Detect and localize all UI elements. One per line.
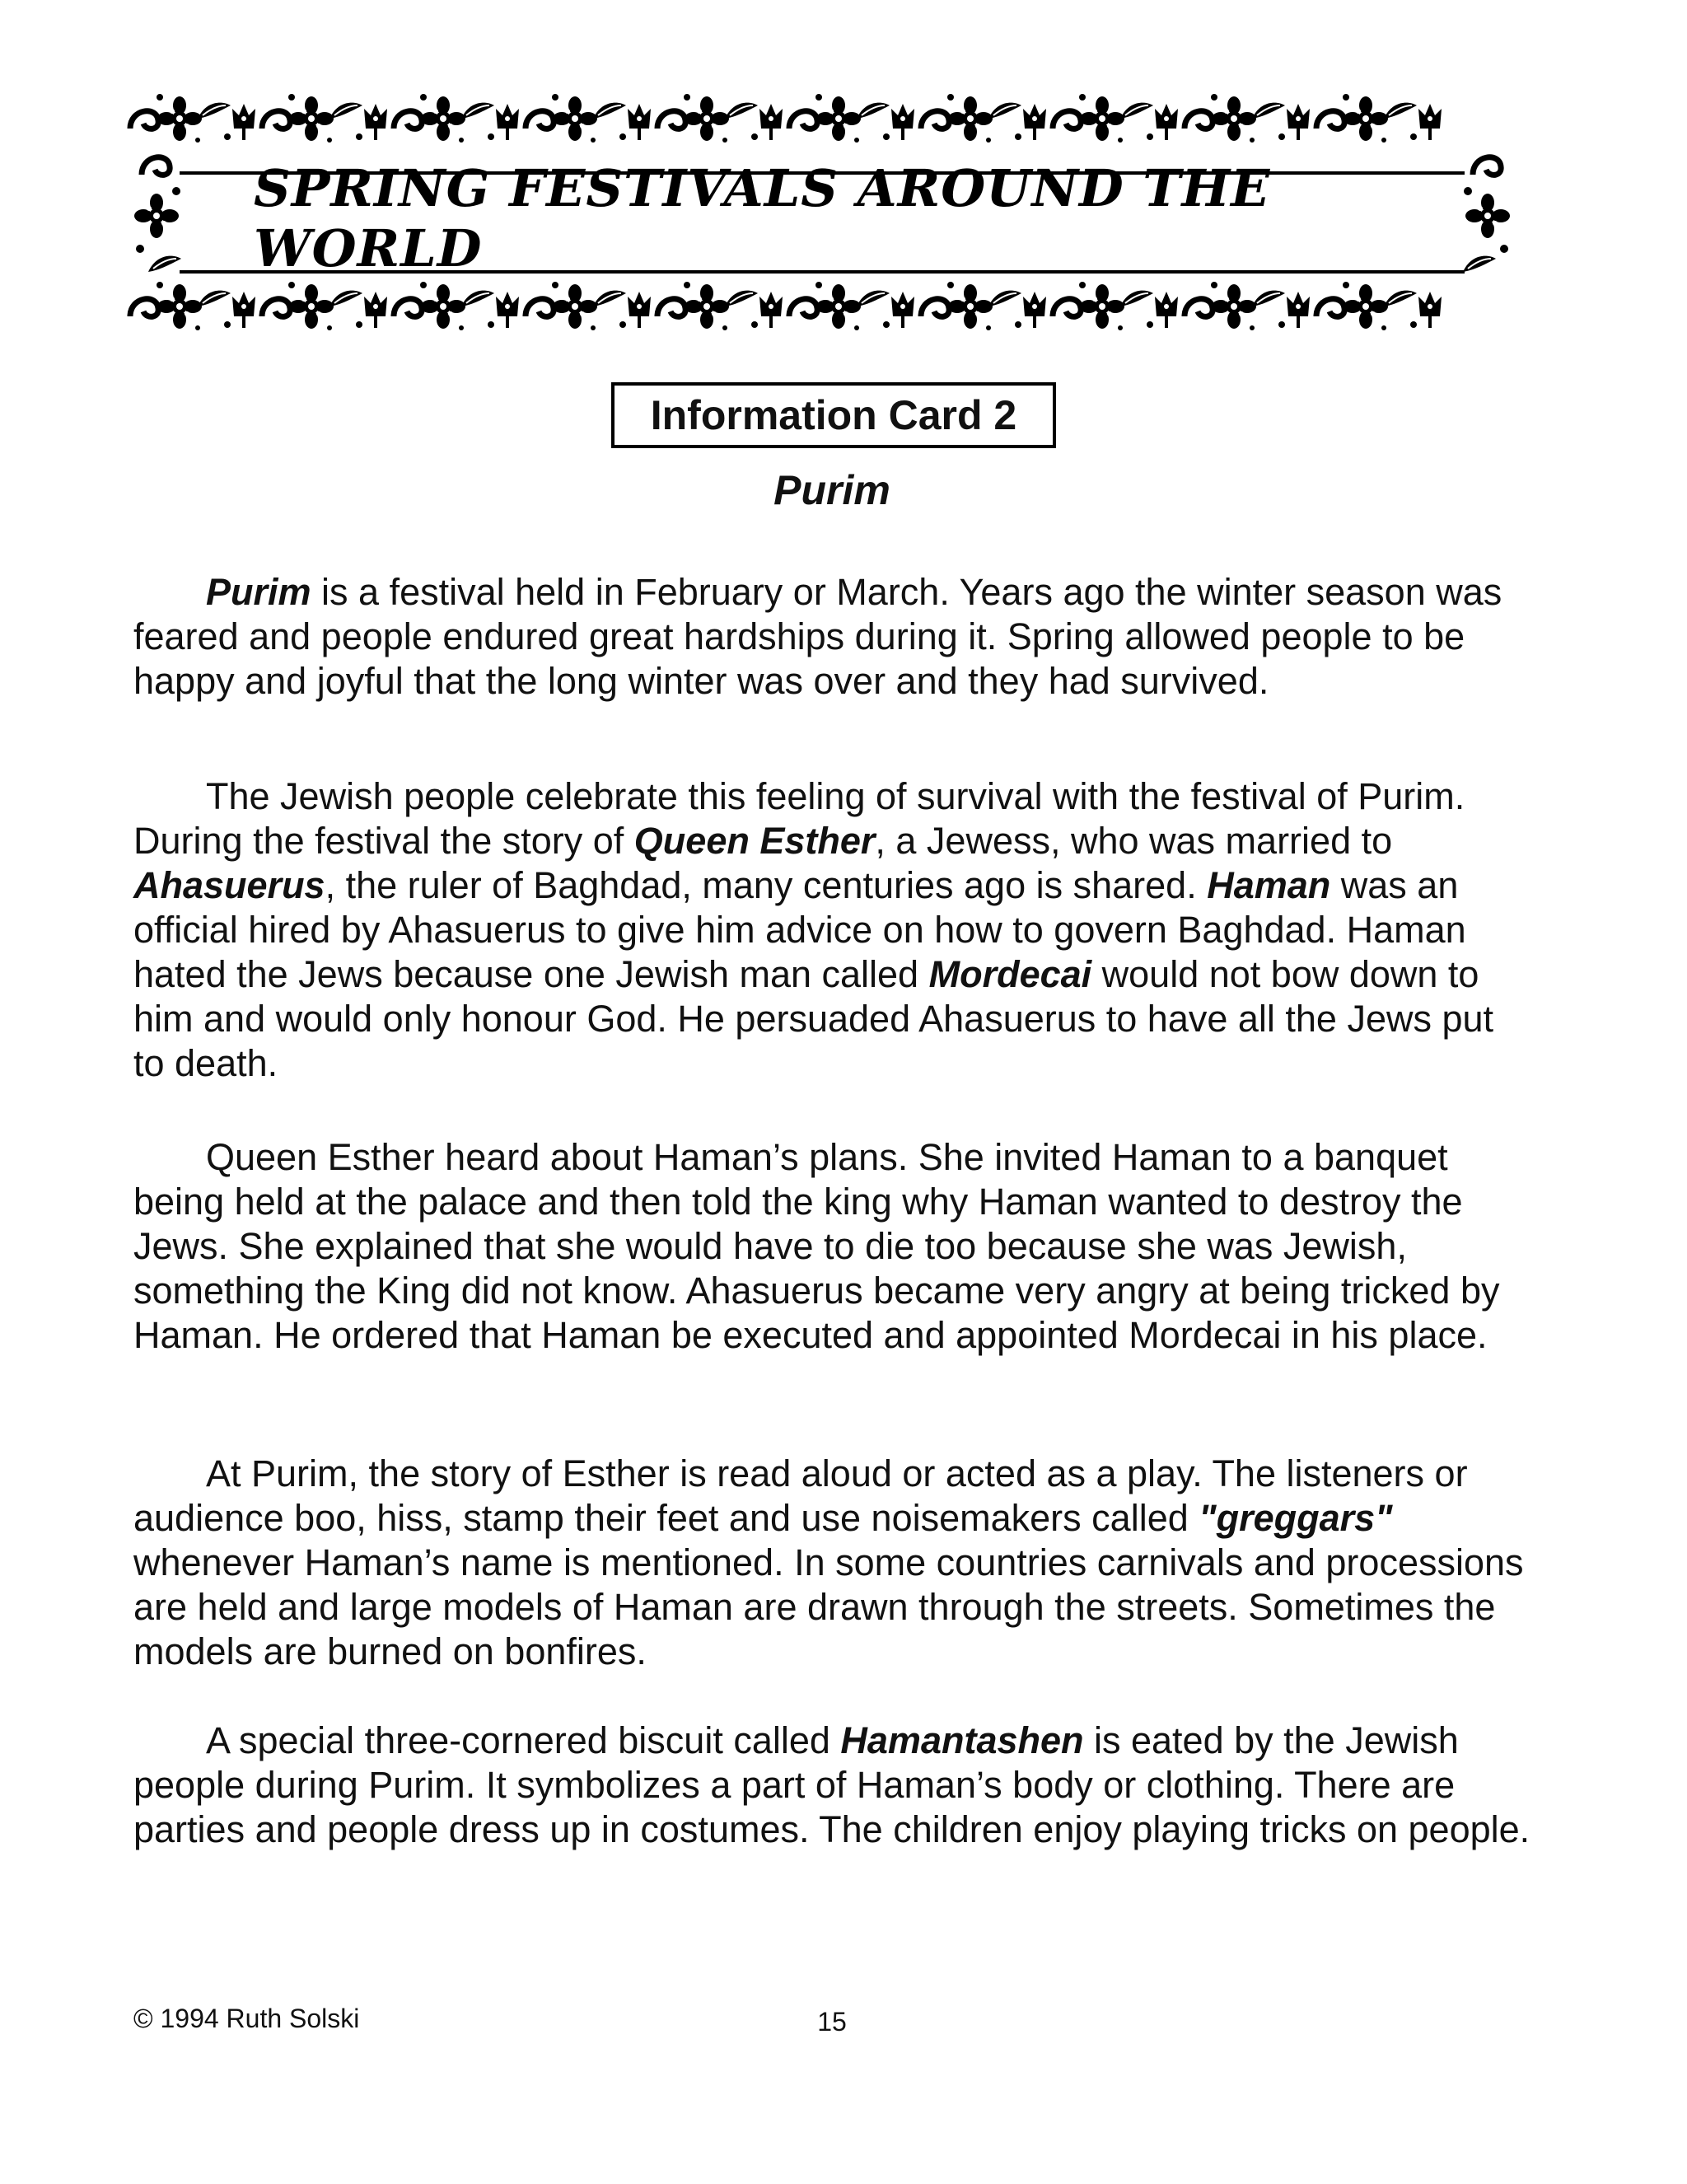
emphasized-term: Ahasuerus xyxy=(133,864,325,906)
paragraph-1 xyxy=(133,570,1534,704)
paragraph-text: would not bow down to him and would only honour God. He persuaded Ahasuerus to have all the Jews put to death. xyxy=(133,953,1494,1084)
page-number: 15 xyxy=(817,2007,847,2037)
paragraph-3 xyxy=(133,1135,1534,1358)
emphasized-term: "greggars" xyxy=(1199,1497,1393,1539)
emphasized-term: Purim xyxy=(206,571,311,613)
information-card-label: Information Card 2 xyxy=(611,382,1056,448)
paragraph-5 xyxy=(133,1719,1534,1852)
paragraph-2 xyxy=(133,774,1534,1086)
paragraph-text: is a festival held in February or March. Years ago the winter season was feared and people endured great hardships during it. Spring allowed people to be happy and joyful that the long winter was over and they had survived. xyxy=(133,571,1502,702)
card-subtitle: Purim xyxy=(773,467,890,513)
emphasized-term: Haman xyxy=(1207,864,1331,906)
paragraph-text: , a Jewess, who was married to xyxy=(875,820,1393,862)
paragraph-text: A special three-cornered biscuit called xyxy=(206,1719,841,1761)
copyright-notice: © 1994 Ruth Solski xyxy=(133,2004,360,2033)
paragraph-text: was an official hired by Ahasuerus to give him advice on how to govern Baghdad. Haman hated the Jews because one Jewish man called xyxy=(133,864,1466,995)
paragraph-text: Queen Esther heard about Haman’s plans. She invited Haman to a banquet being held at the palace and then told the king why Haman wanted to destroy the Jews. She explained that she would have to die too because she was Jewish, something the King did not know. Ahasuerus became very angry at being tricked by Haman. He ordered that Haman be executed and appointed Mordecai in his place. xyxy=(133,1136,1500,1356)
paragraph-text: whenever Haman’s name is mentioned. In some countries carnivals and processions are held and large models of Haman are drawn through the streets. Sometimes the models are burned on bonfires. xyxy=(133,1541,1524,1672)
floral-banner xyxy=(122,76,1522,356)
paragraph-text: , the ruler of Baghdad, many centuries ago is shared. xyxy=(325,864,1208,906)
paragraph-4 xyxy=(133,1452,1534,1674)
emphasized-term: Hamantashen xyxy=(840,1719,1084,1761)
paragraph-text: is eated by the Jewish people during Purim. It symbolizes a part of Haman’s body or clothing. There are parties and people dress up in costumes. The children enjoy playing tricks on people. xyxy=(133,1719,1530,1850)
paragraph-text: At Purim, the story of Esther is read aloud or acted as a play. The listeners or audience boo, hiss, stamp their feet and use noisemakers called xyxy=(133,1452,1468,1539)
banner-title: SPRING FESTIVALS AROUND THE WORLD xyxy=(254,158,1271,278)
emphasized-term: Queen Esther xyxy=(633,820,876,862)
emphasized-term: Mordecai xyxy=(928,953,1092,995)
paragraph-text: The Jewish people celebrate this feeling of survival with the festival of Purim. During the festival the story of xyxy=(133,775,1465,862)
